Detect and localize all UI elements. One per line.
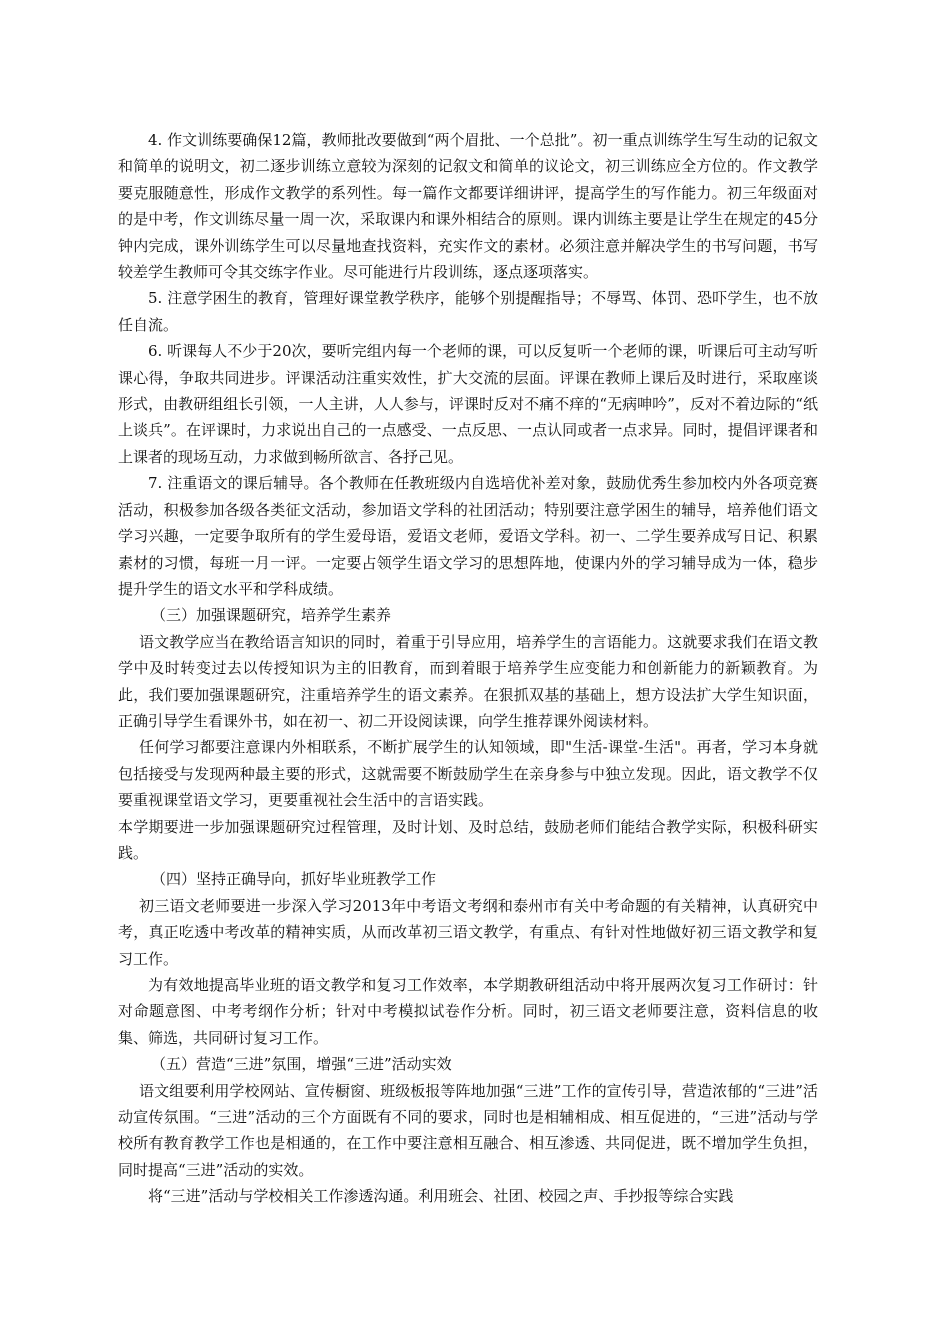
paragraph-learning-connection: 任何学习都要注意课内外相联系，不断扩展学生的认知领域，即"生活-课堂-生活"。再者，学习本身就包括接受与发现两种最主要的形式，这就需要不断鼓励学生在亲身参与中独立发现。因此，语文教学不仅要重视课堂语文学习，更要重视社会生活中的言语实践。 [118, 738, 818, 810]
paragraph-grade-nine-teachers: 初三语文老师要进一步深入学习2013年中考语文考纲和泰州市有关中考命题的有关精神，认真研究中考，真正吃透中考改革的精神实质，从而改革初三语文教学，有重点、有针对性地做好初三语文教学和复习工作。 [118, 896, 818, 968]
paragraph-language-teaching: 语文教学应当在教给语言知识的同时，着重于引导应用，培养学生的言语能力。这就要求我们在语文教学中及时转变过去以传授知识为主的旧教育，而到着眼于培养学生应变能力和创新能力的新颖教育。为此，我们要加强课题研究，注重培养学生的语文素养。在狠抓双基的基础上，想方设法扩大学生知识面，正确引导学生看课外书，如在初一、初二开设阅读课，向学生推荐课外阅读材料。 [118, 632, 818, 730]
paragraph-research-management: 本学期要进一步加强课题研究过程管理，及时计划、及时总结，鼓励老师们能结合教学实际，积极科研实践。 [118, 817, 818, 862]
paragraph-item-5-struggling-students: 5. 注意学困生的教育，管理好课堂教学秩序，能够个别提醒指导；不辱骂、体罚、恐吓学生，也不放任自流。 [118, 289, 818, 334]
paragraph-three-entries-integration: 将“三进”活动与学校相关工作渗透沟通。利用班会、社团、校园之声、手抄报等综合实践 [148, 1187, 734, 1206]
section-heading-5: （五）营造“三进”氛围，增强“三进”活动实效 [151, 1055, 452, 1074]
paragraph-three-entries-promotion: 语文组要利用学校网站、宣传橱窗、班级板报等阵地加强“三进”工作的宣传引导，营造浓郁的“三进”活动宣传氛围。“三进”活动的三个方面既有不同的要求，同时也是相辅相成、相互促进的，“三进”活动与学校所有教育教学工作也是相通的，在工作中要注意相互融合、相互渗透、共同促进，既不增加学生负担，同时提高“三进”活动的实效。 [118, 1081, 818, 1179]
paragraph-item-4-composition: 4. 作文训练要确保12篇，教师批改要做到“两个眉批、一个总批”。初一重点训练学生写生动的记叙文和简单的说明文，初二逐步训练立意较为深刻的记叙文和简单的议论文，初三训练应全方位的。作文教学要克服随意性，形成作文教学的系列性。每一篇作文都要详细讲评，提高学生的写作能力。初三年级面对的是中考，作文训练尽量一周一次，采取课内和课外相结合的原则。课内训练主要是让学生在规定的45分钟内完成，课外训练学生可以尽量地查找资料，充实作文的素材。必须注意并解决学生的书写问题，书写较差学生教师可令其交练字作业。尽可能进行片段训练，逐点逐项落实。 [118, 131, 818, 282]
paragraph-item-7-after-class-tutoring: 7. 注重语文的课后辅导。各个教师在任教班级内自选培优补差对象，鼓励优秀生参加校内外各项竞赛活动，积极参加各级各类征文活动，参加语文学科的社团活动；特别要注意学困生的辅导，培养他们语文学习兴趣，一定要争取所有的学生爱母语，爱语文老师，爱语文学科。初一、二学生要养成写日记、积累素材的习惯，每班一月一评。一定要占领学生语文学习的思想阵地，使课内外的学习辅导成为一体，稳步提升学生的语文水平和学科成绩。 [118, 474, 818, 598]
paragraph-item-6-lesson-observation: 6. 听课每人不少于20次，要听完组内每一个老师的课，可以反复听一个老师的课，听课后可主动写听课心得，争取共同进步。评课活动注重实效性，扩大交流的层面。评课在教师上课后及时进行，采取座谈形式，由教研组组长引领，一人主讲，人人参与，评课时反对不痛不痒的“无病呻吟”，反对不着边际的“纸上谈兵”。在评课时，力求说出自己的一点感受、一点反思、一点认同或者一点求异。同时，提倡评课者和上课者的现场互动，力求做到畅所欲言、各抒己见。 [118, 342, 818, 466]
paragraph-review-efficiency: 为有效地提高毕业班的语文教学和复习工作效率，本学期教研组活动中将开展两次复习工作研讨：针对命题意图、中考考纲作分析；针对中考模拟试卷作分析。同时，初三语文老师要注意，资料信息的收集、筛选，共同研讨复习工作。 [118, 976, 818, 1047]
section-heading-3: （三）加强课题研究，培养学生素养 [151, 606, 392, 625]
document-body [118, 127, 818, 1210]
section-heading-4: （四）坚持正确导向，抓好毕业班教学工作 [151, 870, 437, 889]
